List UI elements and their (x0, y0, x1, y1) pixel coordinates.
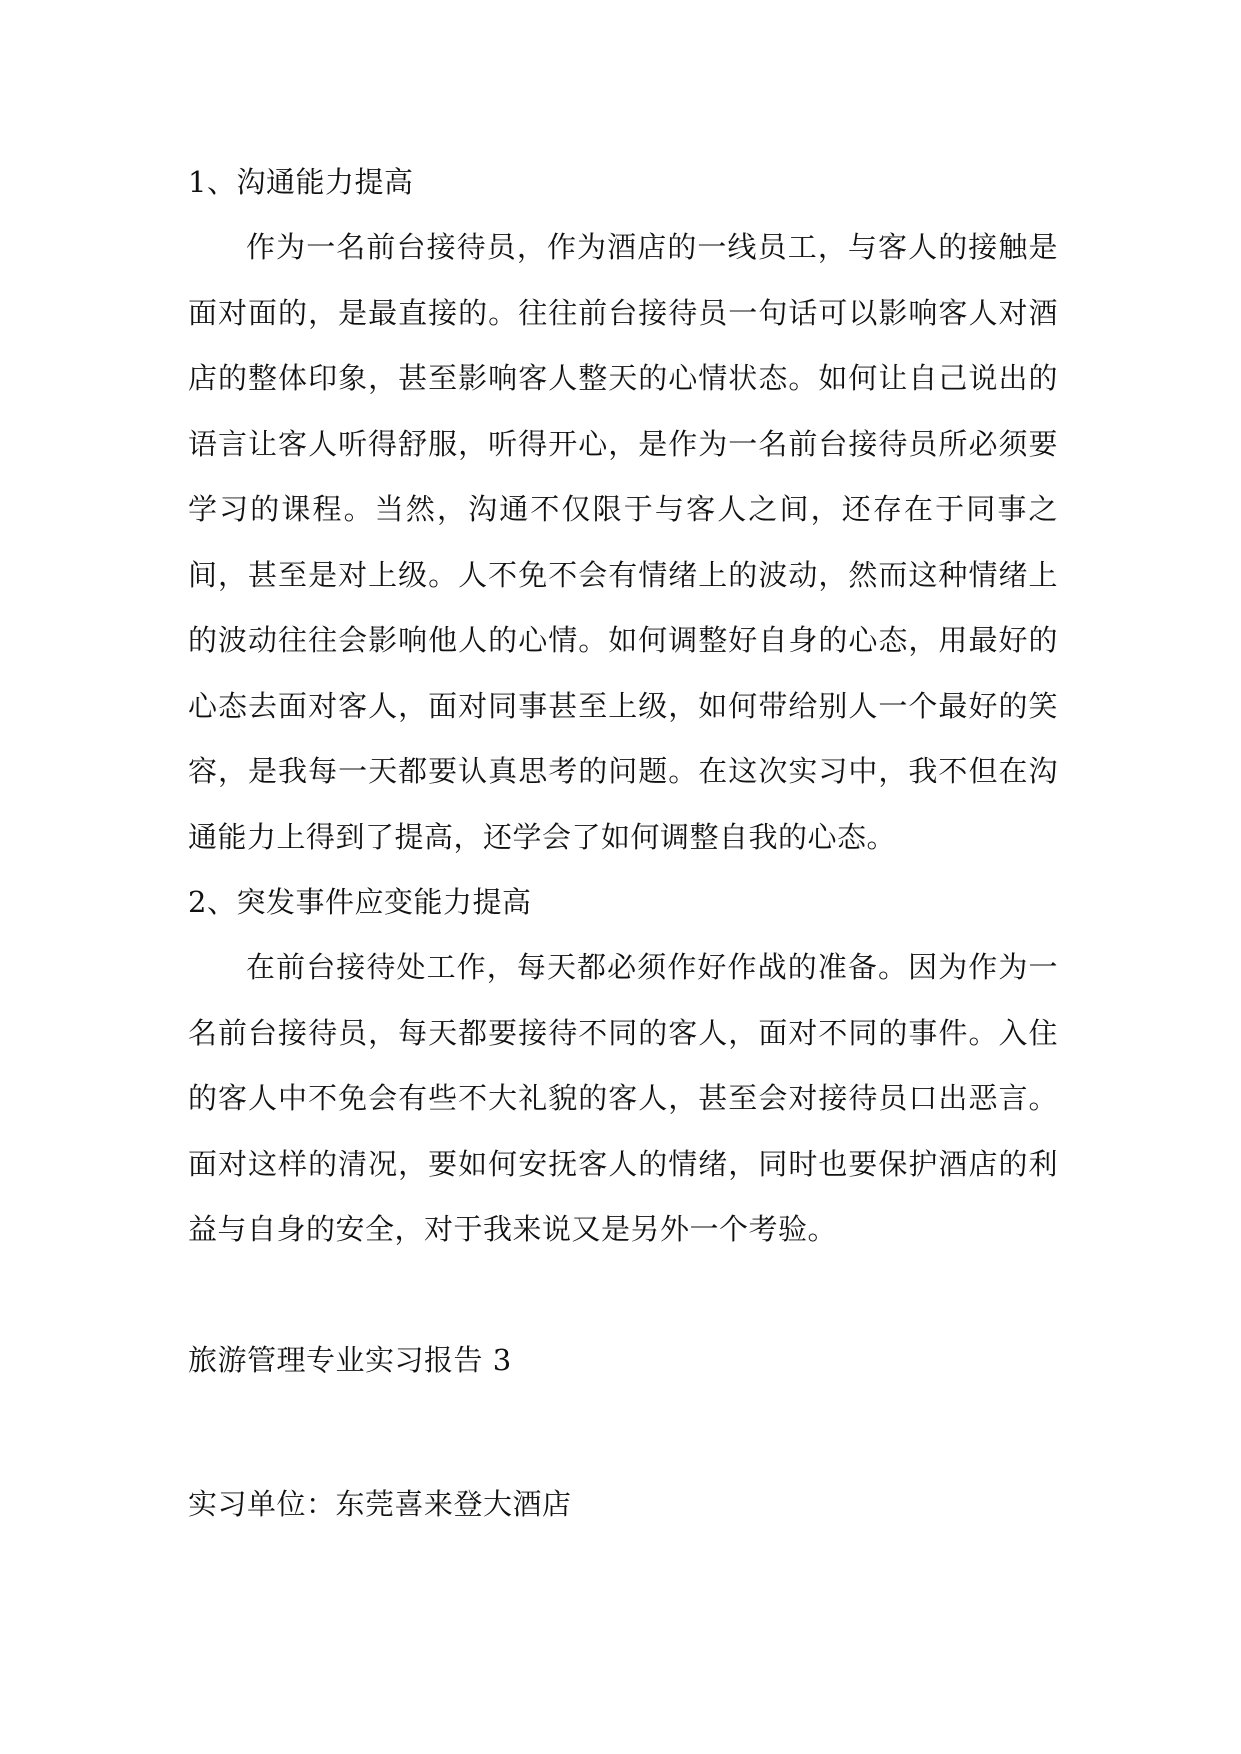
section1-paragraph: 作为一名前台接待员，作为酒店的一线员工，与客人的接触是面对面的，是最直接的。往往前台接待员一句话可以影响客人对酒店的整体印象，甚至影响客人整天的心情状态。如何让自己说出的语言让客人听得舒服，听得开心，是作为一名前台接待员所必须要学习的课程。当然，沟通不仅限于与客人之间，还存在于同事之间，甚至是对上级。人不免不会有情绪上的波动，然而这种情绪上的波动往往会影响他人的心情。如何调整好自身的心态，用最好的心态去面对客人，面对同事甚至上级，如何带给别人一个最好的笑容，是我每一天都要认真思考的问题。在这次实习中，我不但在沟通能力上得到了提高，还学会了如何调整自我的心态。 (188, 230, 1058, 854)
section2-paragraph: 在前台接待处工作，每天都必须作好作战的准备。因为作为一名前台接待员，每天都要接待不同的客人，面对不同的事件。入住的客人中不免会有些不大礼貌的客人，甚至会对接待员口出恶言。面对这样的清况，要如何安抚客人的情绪，同时也要保护酒店的利益与自身的安全，对于我来说又是另外一个考验。 (188, 950, 1058, 1246)
section1-heading: 1、沟通能力提高 (188, 165, 414, 199)
report-title: 旅游管理专业实习报告 3 (188, 1343, 512, 1377)
internship-unit: 实习单位：东莞喜来登大酒店 (188, 1487, 572, 1521)
section2-heading: 2、突发事件应变能力提高 (188, 885, 532, 919)
